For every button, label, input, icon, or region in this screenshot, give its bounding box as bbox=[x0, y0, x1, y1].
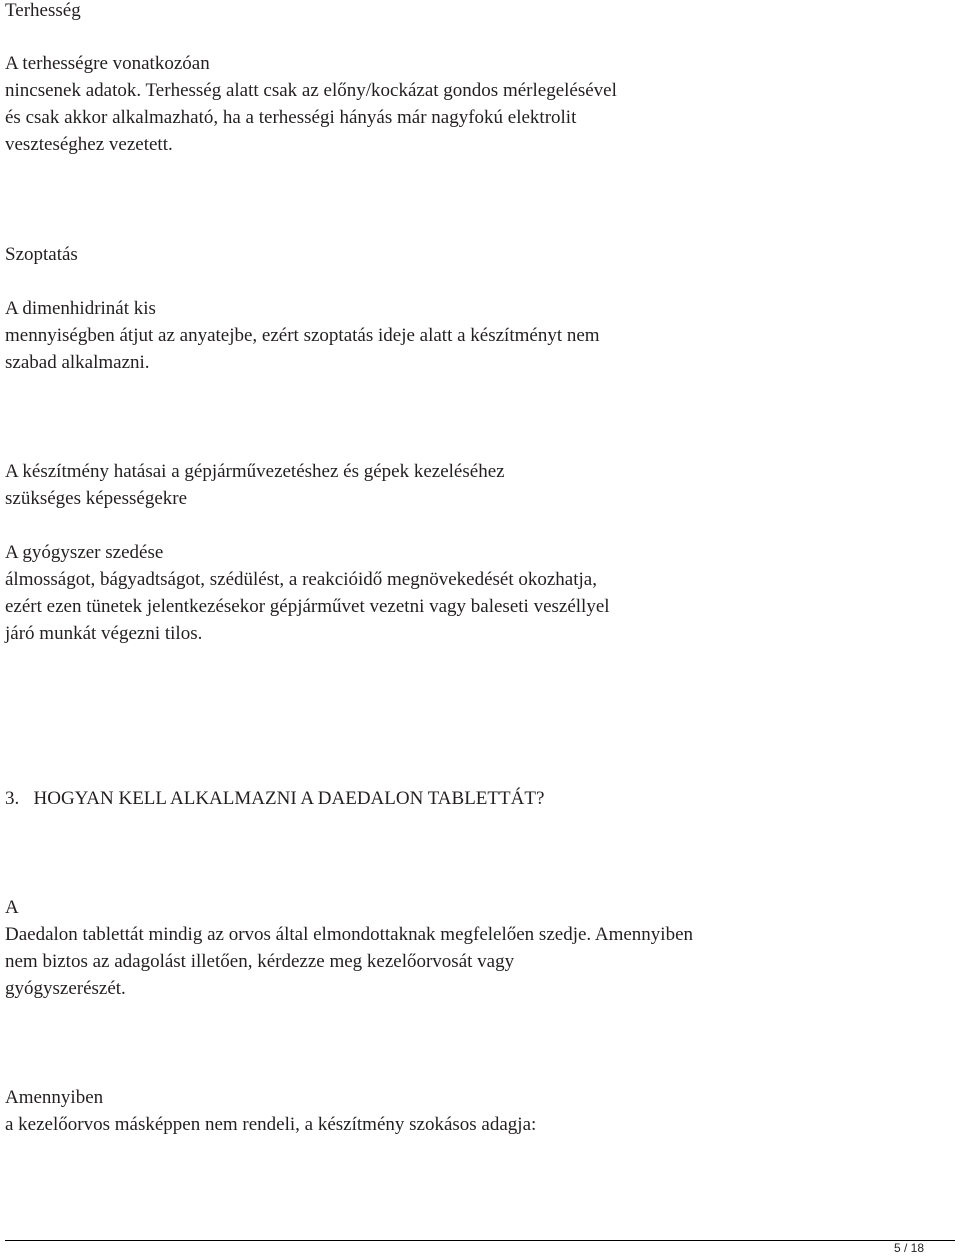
paragraph-line: Daedalon tablettát mindig az orvos által elmondottaknak megfelelően szedje. Amennyiben bbox=[5, 924, 693, 945]
paragraph-line: A terhességre vonatkozóan bbox=[5, 53, 210, 74]
paragraph-line: szabad alkalmazni. bbox=[5, 352, 150, 373]
paragraph-line: álmosságot, bágyadtságot, szédülést, a reakcióidő megnövekedését okozhatja, bbox=[5, 569, 597, 590]
paragraph-line: A bbox=[5, 897, 19, 918]
paragraph-line: A gyógyszer szedése bbox=[5, 542, 164, 563]
paragraph-line: és csak akkor alkalmazható, ha a terhességi hányás már nagyfokú elektrolit bbox=[5, 107, 577, 128]
section-heading-3: 3. HOGYAN KELL ALKALMAZNI A DAEDALON TABLETTÁT? bbox=[5, 788, 545, 809]
paragraph-line: nincsenek adatok. Terhesség alatt csak az előny/kockázat gondos mérlegelésével bbox=[5, 80, 617, 101]
section-heading-breastfeeding: Szoptatás bbox=[5, 244, 78, 265]
page-number: 5 / 18 bbox=[893, 1241, 924, 1255]
paragraph-line: A dimenhidrinát kis bbox=[5, 298, 156, 319]
paragraph-line: gyógyszerészét. bbox=[5, 978, 126, 999]
paragraph-line: nem biztos az adagolást illetően, kérdezze meg kezelőorvosát vagy bbox=[5, 951, 515, 972]
paragraph-line: járó munkát végezni tilos. bbox=[5, 623, 203, 644]
footer-divider bbox=[5, 1240, 955, 1241]
paragraph-line: mennyiségben átjut az anyatejbe, ezért szoptatás ideje alatt a készítményt nem bbox=[5, 325, 600, 346]
paragraph-line: a kezelőorvos másképpen nem rendeli, a készítmény szokásos adagja: bbox=[5, 1114, 537, 1135]
section-heading-pregnancy: Terhesség bbox=[5, 0, 81, 21]
paragraph-line: Amennyiben bbox=[5, 1087, 104, 1108]
paragraph-line: veszteséghez vezetett. bbox=[5, 134, 173, 155]
paragraph-line: ezért ezen tünetek jelentkezésekor gépjárművet vezetni vagy baleseti veszéllyel bbox=[5, 596, 610, 617]
section-heading-driving: A készítmény hatásai a gépjárművezetéshez és gépek kezeléséhez bbox=[5, 461, 505, 482]
section-heading-driving: szükséges képességekre bbox=[5, 488, 188, 509]
